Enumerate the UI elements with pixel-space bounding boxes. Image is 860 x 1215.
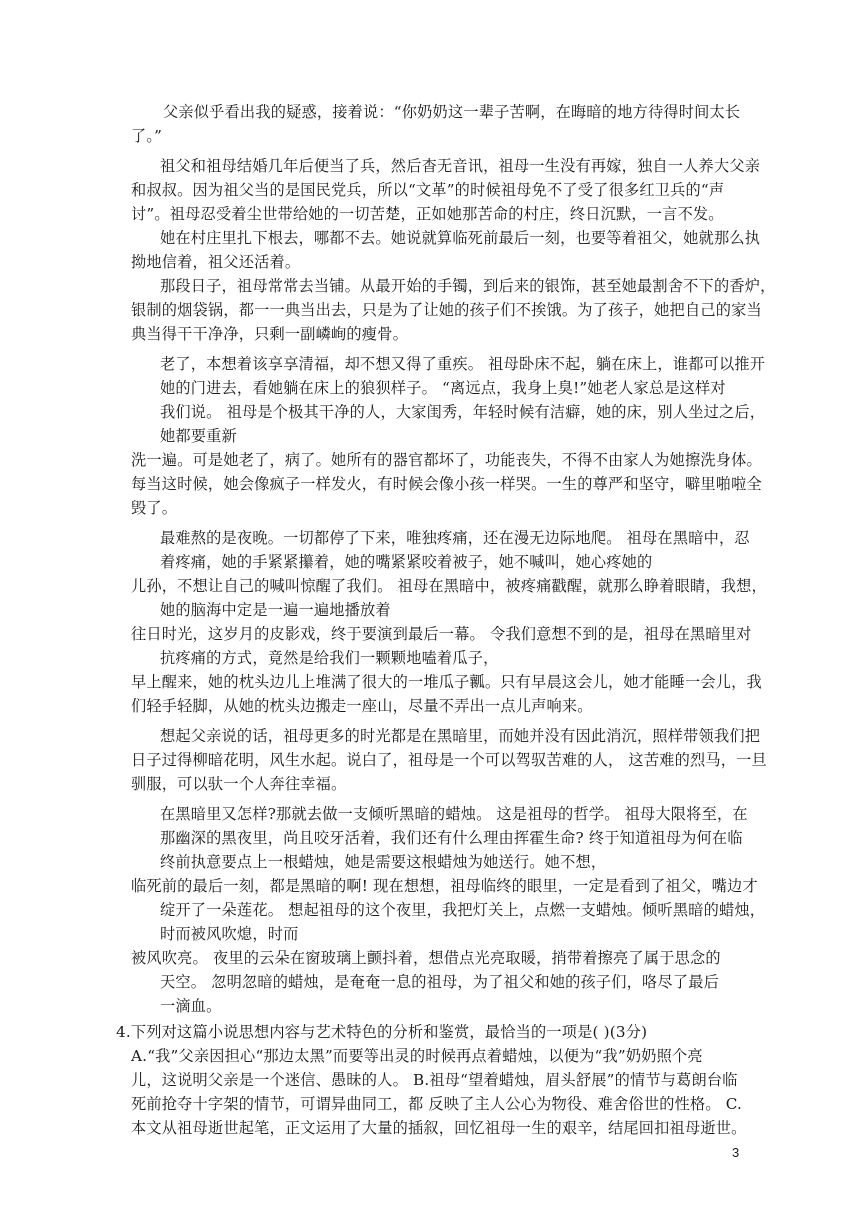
text-line: 儿，这说明父亲是一个迷信、愚昧的人。 B.祖母“望着蜡烛，眉头舒展”的情节与葛朗台临 bbox=[131, 1071, 738, 1089]
text-line: 本文从祖母逝世起笔，正文运用了大量的插叙，回忆祖母一生的艰辛，结尾回扣祖母逝世。 bbox=[131, 1119, 747, 1137]
text-line: 她的脑海中定是一遍一遍地播放着 bbox=[160, 601, 391, 619]
text-line: 临死前的最后一刻，都是黑暗的啊! 现在想想，祖母临终的眼里，一定是看到了祖父，嘴边才 bbox=[131, 877, 758, 895]
text-line: 最难熬的是夜晚。一切都停了下来，唯独疼痛，还在漫无边际地爬。 祖母在黑暗中，忍 bbox=[160, 529, 750, 547]
text-line: 抗疼痛的方式，竟然是给我们一颗颗地嗑着瓜子， bbox=[160, 649, 499, 667]
text-line: 往日时光，这岁月的皮影戏，终于要演到最后一幕。 令我们意想不到的是，祖母在黑暗里对 bbox=[131, 625, 752, 643]
text-line: 想起父亲说的话，祖母更多的时光都是在黑暗里，而她并没有因此消沉，照样带领我们把 bbox=[160, 727, 761, 745]
text-line: 终前执意要点上一根蜡烛，她是需要这根蜡烛为她送行。她不想， bbox=[160, 853, 607, 871]
page-number: 3 bbox=[732, 1145, 740, 1160]
text-line: 日子过得柳暗花明，风生水起。说白了，祖母是一个可以驾驭苦难的人， 这苦难的烈马，一旦 bbox=[131, 751, 767, 769]
text-line: 和叔叔。因为祖父当的是国民党兵，所以“文革”的时候祖母免不了受了很多红卫兵的“声 bbox=[131, 181, 725, 199]
text-line: 了。” bbox=[131, 127, 163, 145]
text-line: 们轻手轻脚，从她的枕头边搬走一座山，尽量不弄出一点儿声响来。 bbox=[131, 697, 593, 715]
text-line: 一滴血。 bbox=[160, 997, 222, 1015]
text-line: 父亲似乎看出我的疑惑，接着说：“你奶奶这一辈子苦啊，在晦暗的地方待得时间太长 bbox=[163, 103, 741, 121]
text-line: A.“我”父亲因担心“那边太黑”而要等出灵的时候再点着蜡烛，以便为“我”奶奶照个亮 bbox=[131, 1047, 703, 1065]
text-line: 那段日子，祖母常常去当铺。从最开始的手镯，到后来的银饰，甚至她最割舍不下的香炉， bbox=[160, 277, 776, 295]
text-line: 洗一遍。可是她老了，病了。她所有的器官都坏了，功能丧失，不得不由家人为她擦洗身体。 bbox=[131, 451, 762, 469]
text-line: 老了，本想着该享享清福，却不想又得了重疾。 祖母卧床不起，躺在床上，谁都可以推开 bbox=[160, 355, 766, 373]
text-line: 她都要重新 bbox=[160, 427, 237, 445]
text-line: 她的门进去，看她躺在床上的狼狈样子。 “离远点，我身上臭!”她老人家总是这样对 bbox=[160, 379, 726, 397]
text-line: 祖父和祖母结婚几年后便当了兵，然后杳无音讯，祖母一生没有再嫁，独自一人养大父亲 bbox=[160, 157, 761, 175]
text-line: 儿孙，不想让自己的喊叫惊醒了我们。 祖母在黑暗中，被疼痛戳醒，就那么睁着眼睛，我想， bbox=[131, 577, 767, 595]
text-line: 拗地信着，祖父还活着。 bbox=[131, 253, 301, 271]
text-line: 我们说。 祖母是个极其干净的人，大家闺秀，年轻时候有洁癖，她的床，别人坐过之后， bbox=[160, 403, 766, 421]
text-line: 时而被风吹熄，时而 bbox=[160, 925, 299, 943]
text-line: 被风吹亮。 夜里的云朵在窗玻璃上颤抖着，想借点光亮取暖，捎带着擦亮了属于思念的 bbox=[131, 949, 721, 967]
text-line: 4.下列对这篇小说思想内容与艺术特色的分析和鉴赏，最恰当的一项是( )(3分) bbox=[116, 1023, 648, 1041]
text-line: 着疼痛，她的手紧紧攥着，她的嘴紧紧咬着被子，她不喊叫，她心疼她的 bbox=[160, 553, 653, 571]
text-line: 银制的烟袋锅，都一一典当出去，只是为了让她的孩子们不挨饿。为了孩子，她把自己的家当 bbox=[131, 301, 762, 319]
text-line: 典当得干干净净，只剩一副嶙峋的瘦骨。 bbox=[131, 325, 408, 343]
text-line: 在黑暗里又怎样?那就去做一支倾听黑暗的蜡烛。 这是祖母的哲学。 祖母大限将至，在 bbox=[160, 805, 748, 823]
text-line: 那幽深的黑夜里，尚且咬牙活着，我们还有什么理由挥霍生命? 终于知道祖母为何在临 bbox=[160, 829, 743, 847]
text-line: 天空。 忽明忽暗的蜡烛，是奄奄一息的祖母，为了祖父和她的孩子们，咯尽了最后 bbox=[160, 973, 719, 991]
text-line: 早上醒来，她的枕头边儿上堆满了很大的一堆瓜子瓤。只有早晨这会儿，她才能睡一会儿，我 bbox=[131, 673, 762, 691]
text-line: 驯服，可以驮一个人奔往幸福。 bbox=[131, 775, 347, 793]
text-line: 死前抢夺十字架的情节，可谓异曲同工，都 反映了主人公心为物役、难舍俗世的性格。 C. bbox=[131, 1095, 743, 1113]
text-line: 讨”。祖母忍受着尘世带给她的一切苦楚，正如她那苦命的村庄，终日沉默，一言不发。 bbox=[131, 205, 724, 223]
text-line: 绽开了一朵莲花。 想起祖母的这个夜里，我把灯关上，点燃一支蜡烛。倾听黑暗的蜡烛， bbox=[160, 901, 766, 919]
text-line: 毁了。 bbox=[131, 499, 178, 517]
text-line: 她在村庄里扎下根去，哪都不去。她说就算临死前最后一刻，也要等着祖父，她就那么执 bbox=[160, 229, 761, 247]
text-line: 每当这时候，她会像疯子一样发火，有时候会像小孩一样哭。一生的尊严和坚守，噼里啪啦全 bbox=[131, 475, 762, 493]
